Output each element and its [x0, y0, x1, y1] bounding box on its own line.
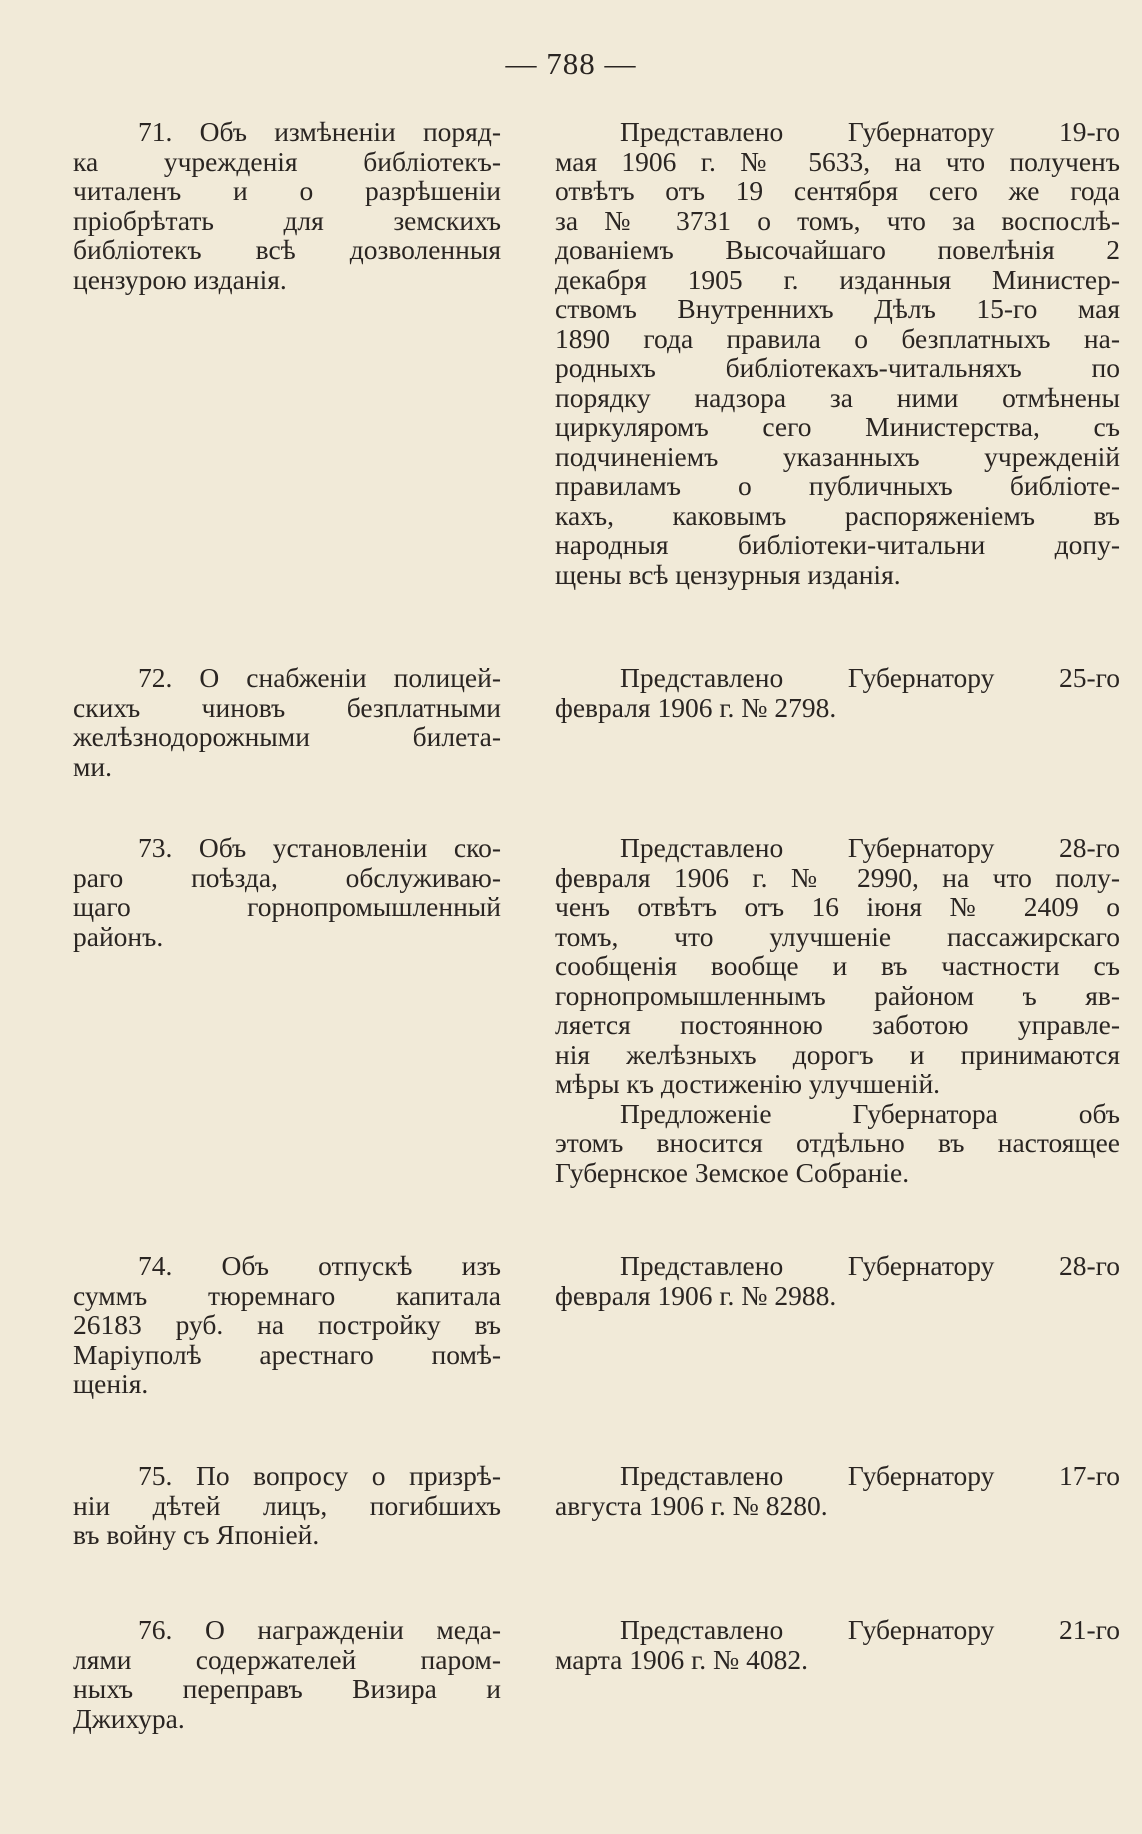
- text-line: ныхъ переправъ Визира и: [73, 1673, 501, 1704]
- text-line: февраля 1906 г. № 2798.: [555, 691, 837, 723]
- text-line: въ войну съ Японіей.: [73, 1519, 320, 1550]
- entry-subject: [73, 833, 501, 951]
- text-line: Представлено Губернатору 21-го: [620, 1614, 1120, 1645]
- text-line: горнопромышленнымъ районом ъ яв-: [555, 979, 1120, 1011]
- text-line: Губернское Земское Собраніе.: [555, 1156, 910, 1188]
- text-line: августа 1906 г. № 8280.: [555, 1489, 828, 1521]
- text-line: скихъ чиновъ безплатными: [73, 691, 501, 723]
- text-line: суммъ тюремнаго капитала: [73, 1279, 501, 1311]
- text-line: Представлено Губернатору 28-го: [620, 1250, 1120, 1281]
- text-line: Представлено Губернатору 19-го: [620, 116, 1120, 147]
- text-line: библіотекъ всѣ дозволенныя: [73, 234, 501, 265]
- entry-subject: [73, 1615, 501, 1733]
- entry-subject: [73, 117, 501, 294]
- text-line: желѣзнодорожными билета-: [73, 721, 501, 752]
- text-line: кахъ, каковымъ распоряженіемъ въ: [555, 499, 1120, 531]
- text-line: ніи дѣтей лицъ, погибшихъ: [73, 1489, 501, 1521]
- entry-resolution: [555, 663, 1120, 722]
- text-line: ка учрежденія библіотекъ-: [73, 145, 501, 177]
- text-line: февраля 1906 г. № 2990, на что полу-: [555, 861, 1120, 893]
- text-line: лями содержателей паром-: [73, 1643, 501, 1675]
- text-line: порядку надзора за ними отмѣнены: [555, 381, 1120, 413]
- text-line: сообщенія вообще и въ частности съ: [555, 950, 1120, 981]
- text-line: 75. По вопросу о призрѣ-: [138, 1460, 501, 1491]
- text-line: отвѣтъ отъ 19 сентября сего же года: [555, 175, 1120, 206]
- text-line: Представлено Губернатору 25-го: [620, 662, 1120, 693]
- text-line: 72. О снабженіи полицей-: [138, 662, 501, 693]
- text-line: цензурою изданія.: [73, 263, 287, 295]
- text-line: ствомъ Внутреннихъ Дѣлъ 15-го мая: [555, 293, 1120, 324]
- entry-subject: [73, 1461, 501, 1550]
- text-line: мѣры къ достиженію улучшеній.: [555, 1068, 941, 1099]
- text-line: щены всѣ цензурныя изданія.: [555, 558, 901, 590]
- text-line: 73. Объ установленіи ско-: [138, 832, 501, 863]
- text-line: 71. Объ измѣненіи поряд-: [138, 116, 501, 147]
- text-line: марта 1906 г. № 4082.: [555, 1643, 809, 1675]
- entry-resolution: [555, 1461, 1120, 1520]
- entry-resolution: [555, 1251, 1120, 1310]
- text-line: дованіемъ Высочайшаго повелѣнія 2: [555, 234, 1120, 265]
- entry-resolution: [555, 833, 1120, 1187]
- entry-subject: [73, 1251, 501, 1399]
- text-line: Представлено Губернатору 28-го: [620, 832, 1120, 863]
- text-line: 76. О награжденіи меда-: [138, 1614, 501, 1645]
- text-line: родныхъ библіотекахъ-читальняхъ по: [555, 352, 1120, 383]
- text-line: щенія.: [73, 1368, 149, 1399]
- text-line: февраля 1906 г. № 2988.: [555, 1279, 837, 1311]
- text-line: Представлено Губернатору 17-го: [620, 1460, 1120, 1491]
- text-line: Предложеніе Губернатора объ: [620, 1097, 1120, 1129]
- entry-resolution: [555, 1615, 1120, 1674]
- text-line: ляется постоянною заботою управле-: [555, 1009, 1120, 1040]
- text-line: нія желѣзныхъ дорогъ и принимаются: [555, 1038, 1120, 1070]
- text-line: щаго горнопромышленный: [73, 891, 501, 922]
- text-line: народныя библіотеки-читальни допу-: [555, 529, 1120, 560]
- text-line: мая 1906 г. № 5633, на что полученъ: [555, 145, 1120, 177]
- entry-resolution: [555, 117, 1120, 589]
- page-number: — 788 —: [505, 46, 637, 81]
- text-line: районъ.: [73, 920, 164, 952]
- text-line: раго поѣзда, обслуживаю-: [73, 861, 501, 893]
- text-line: правиламъ о публичныхъ библіоте-: [555, 470, 1120, 501]
- text-line: Маріуполѣ арестнаго помѣ-: [73, 1338, 501, 1370]
- entry-subject: [73, 663, 501, 781]
- text-line: за № 3731 о томъ, что за воспослѣ-: [555, 204, 1120, 236]
- text-line: ченъ отвѣтъ отъ 16 іюня № 2409 о: [555, 891, 1120, 922]
- text-line: этомъ вносится отдѣльно въ настоящее: [555, 1127, 1120, 1158]
- text-line: читаленъ и о разрѣшеніи: [73, 175, 501, 206]
- text-line: томъ, что улучшеніе пассажирскаго: [555, 920, 1120, 952]
- text-line: декабря 1905 г. изданныя Министер-: [555, 263, 1120, 295]
- text-line: пріобрѣтать для земскихъ: [73, 204, 501, 236]
- text-line: 74. Объ отпускѣ изъ: [138, 1250, 501, 1281]
- text-line: циркуляромъ сего Министерства, съ: [555, 411, 1120, 442]
- text-line: подчиненіемъ указанныхъ учрежденій: [555, 440, 1120, 472]
- text-line: 1890 года правила о безплатныхъ на-: [555, 322, 1120, 354]
- text-line: ми.: [73, 750, 112, 782]
- text-line: Джихура.: [73, 1702, 185, 1734]
- text-line: 26183 руб. на постройку въ: [73, 1309, 501, 1340]
